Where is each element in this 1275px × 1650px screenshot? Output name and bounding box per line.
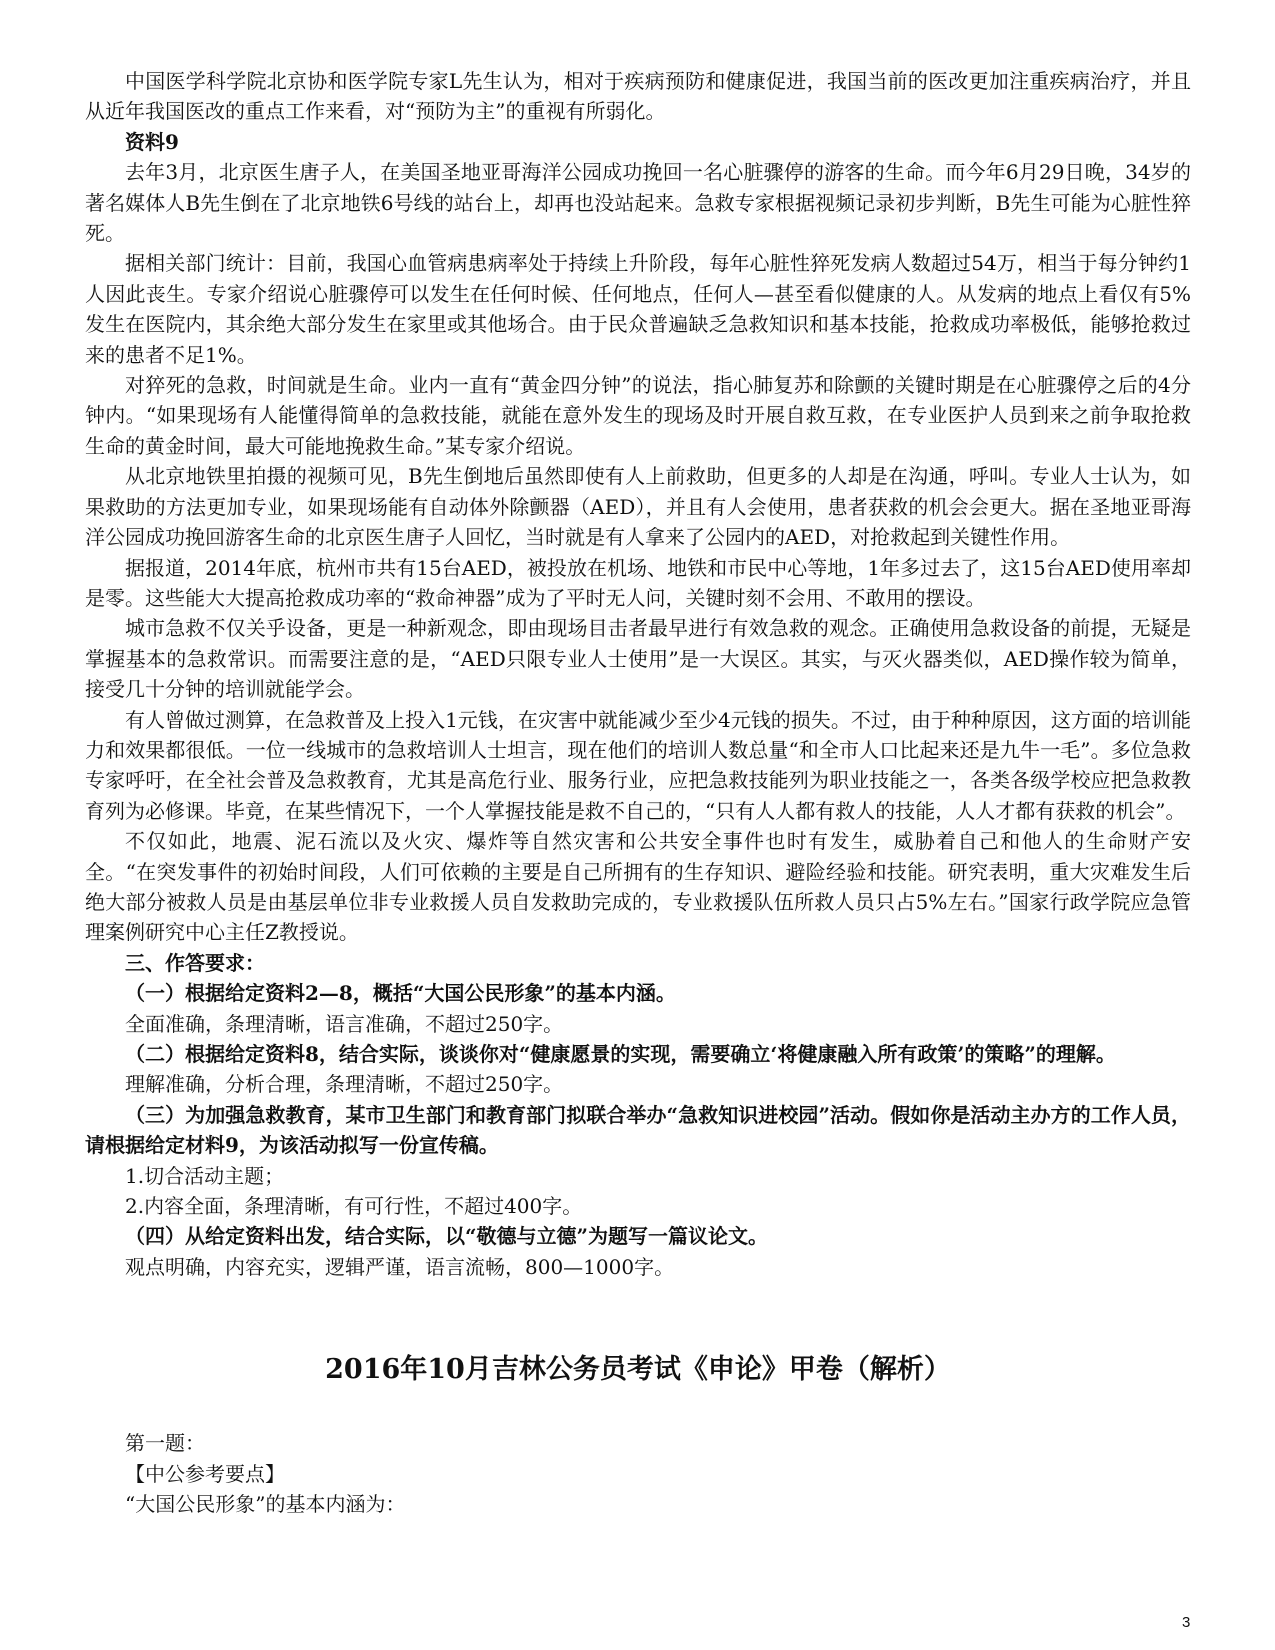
material9-paragraph: 对猝死的急救，时间就是生命。业内一直有“黄金四分钟”的说法，指心肺复苏和除颤的关键时期是在心脏骤停之后的4分钟内。“如果现场有人能懂得简单的急救技能，就能在意外发生的现场及时开展自救互救，在专业医护人员到来之前争取抢救生命的黄金时间，最大可能地挽救生命。”某专家介绍说。 [85,373,1191,458]
section-spacer [85,1282,1191,1352]
analysis-reference-label: 【中公参考要点】 [125,1461,285,1486]
material9-paragraph: 不仅如此，地震、泥石流以及火灾、爆炸等自然灾害和公共安全事件也时有发生，威胁着自己和他人的生命财产安全。“在突发事件的初始时间段，人们可依赖的主要是自己所拥有的生存知识、避险经验和技能。研究表明，重大灾难发生后绝大部分被救人员是由基层单位非专业救援人员自发救助完成的，专业救援队伍所救人员只占5%左右。”国家行政学院应急管理案例研究中心主任Z教授说。 [85,829,1191,945]
material9-paragraph: 据相关部门统计：目前，我国心血管病患病率处于持续上升阶段，每年心脏性猝死发病人数超过54万，相当于每分钟约1人因此丧生。专家介绍说心脏骤停可以发生在任何时候、任何地点，任何人—甚至看似健康的人。从发病的地点上看仅有5%发生在医院内，其余绝大部分发生在家里或其他场合。由于民众普遍缺乏急救知识和基本技能，抢救成功率极低，能够抢救过来的患者不足1%。 [85,251,1191,367]
analysis-question-label: 第一题： [125,1431,205,1456]
analysis-title: 2016年10月吉林公务员考试《申论》甲卷（解析） [325,1354,951,1386]
question-3-title: （三）为加强急救教育，某市卫生部门和教育部门拟联合举办“急救知识进校园”活动。假如你是活动主办方的工作人员，请根据给定材料9，为该活动拟写一份宣传稿。 [85,1102,1191,1158]
question-1-title: （一）根据给定资料2—8，概括“大国公民形象”的基本内涵。 [125,981,676,1006]
material9-paragraph: 城市急救不仅关乎设备，更是一种新观念，即由现场目击者最早进行有效急救的观念。正确使用急救设备的前提，无疑是掌握基本的急救常识。而需要注意的是，“AED只限专业人士使用”是一大误区。其实，与灭火器类似，AED操作较为简单，接受几十分钟的培训就能学会。 [85,616,1191,702]
material9-heading: 资料9 [125,129,179,154]
question-2-requirement: 理解准确，分析合理，条理清晰，不超过250字。 [125,1072,564,1097]
requirements-heading: 三、作答要求： [125,950,265,975]
question-2-title: （二）根据给定资料8，结合实际，谈谈你对“健康愿景的实现，需要确立‘将健康融入所有政策’的策略”的理解。 [125,1042,1116,1066]
question-3-requirement-2: 2.内容全面，条理清晰，有可行性，不超过400字。 [125,1194,583,1219]
page-number: 3 [1182,1614,1191,1631]
question-3-requirement-1: 1.切合活动主题； [125,1163,285,1188]
material9-paragraph: 去年3月，北京医生唐子人，在美国圣地亚哥海洋公园成功挽回一名心脏骤停的游客的生命。而今年6月29日晚，34岁的著名媒体人B先生倒在了北京地铁6号线的站台上，却再也没站起来。急救专家根据视频记录初步判断，B先生可能为心脏性猝死。 [85,160,1191,246]
material9-paragraph: 有人曾做过测算，在急救普及上投入1元钱，在灾害中就能减少至少4元钱的损失。不过，由于种种原因，这方面的培训能力和效果都很低。一位一线城市的急救培训人士坦言，现在他们的培训人数总量“和全市人口比起来还是九牛一毛”。多位急救专家呼吁，在全社会普及急救教育，尤其是高危行业、服务行业，应把急救技能列为职业技能之一，各类各级学校应把急救教育列为必修课。毕竟，在某些情况下，一个人掌握技能是救不自己的，“只有人人都有救人的技能，人人才都有获救的机会”。 [85,707,1191,823]
question-4-title: （四）从给定资料出发，结合实际，以“敬德与立德”为题写一篇议论文。 [125,1224,769,1249]
question-4-requirement: 观点明确，内容充实，逻辑严谨，语言流畅，800—1000字。 [125,1254,675,1279]
analysis-intro-line: “大国公民形象”的基本内涵为： [125,1492,406,1517]
paragraph-expert-l: 中国医学科学院北京协和医学院专家L先生认为，相对于疾病预防和健康促进，我国当前的医改更加注重疾病治疗，并且从近年我国医改的重点工作来看，对“预防为主”的重视有所弱化。 [85,69,1191,124]
document-page [85,66,1191,1519]
material9-paragraph: 从北京地铁里拍摄的视频可见，B先生倒地后虽然即使有人上前救助，但更多的人却是在沟通，呼叫。专业人士认为，如果救助的方法更加专业，如果现场能有自动体外除颤器（AED），并且有人会使用，患者获救的机会会更大。据在圣地亚哥海洋公园成功挽回游客生命的北京医生唐子人回忆，当时就是有人拿来了公园内的AED，对抢救起到关键性作用。 [85,464,1191,550]
material9-paragraph: 据报道，2014年底，杭州市共有15台AED，被投放在机场、地铁和市民中心等地，1年多过去了，这15台AED使用率却是零。这些能大大提高抢救成功率的“救命神器”成为了平时无人问，关键时刻不会用、不敢用的摆设。 [85,555,1191,610]
question-1-requirement: 全面准确，条理清晰，语言准确，不超过250字。 [125,1011,564,1036]
